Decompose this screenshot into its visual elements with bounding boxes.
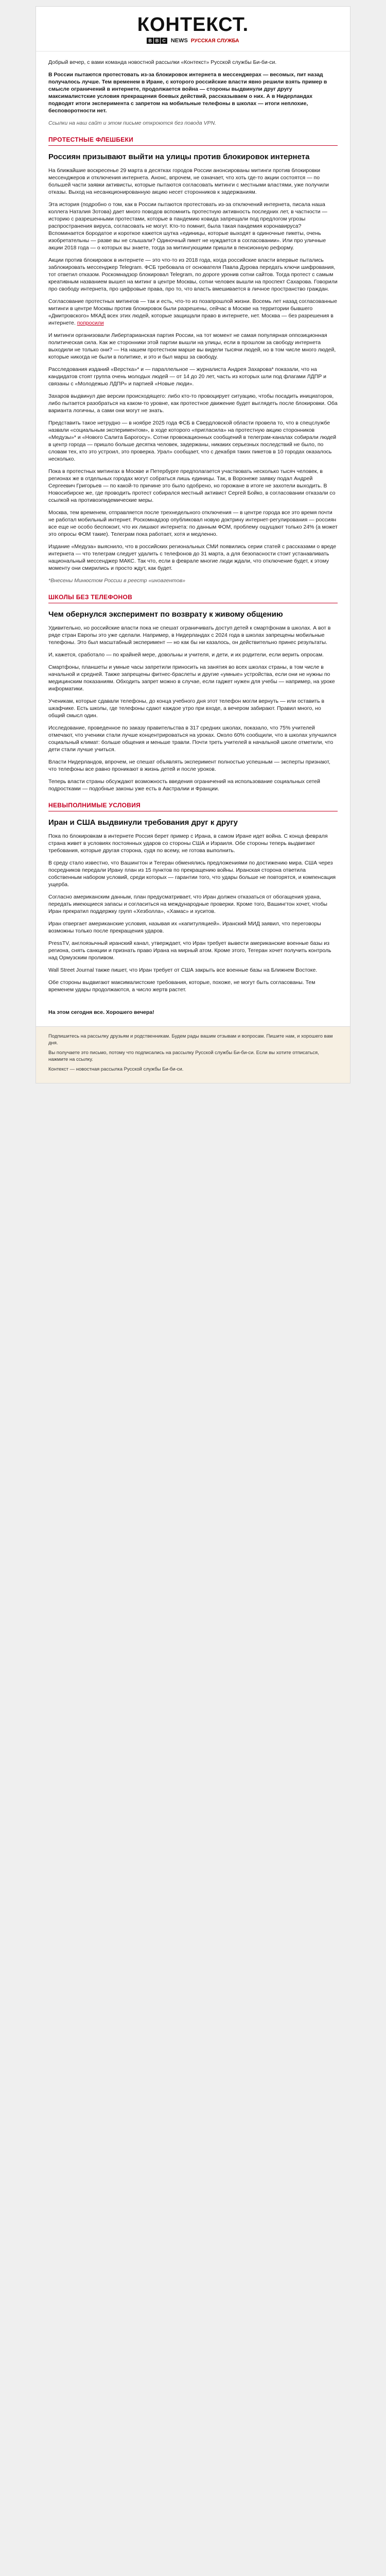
footer-text: Подпишитесь на рассылку друзьям и родственникам. Будем рады вашим отзывам и вопросам. Пишите нам, и хорошего вам дня. [48,1033,333,1046]
article-paragraph: Пока в протестных митингах в Москве и Петербурге предполагается участвовать несколько тысяч человек, в регионах же в отдельных городах могут собраться лишь единицы. Так, в Воронеже заявку подал Андрей Сергеевич Григорьев — по какой-то причине это было одобрено, но горожане в итоге не захотели выходить. В Новосибирске же, где проводить протест собирался местный активист Сергей Бойко, в согласовании отказали со ссылкой на противоэпидемические меры. [48,468,336,503]
greeting: Добрый вечер, с вами команда новостной рассылки «Контекст» Русской службы Би-би-си. [48,59,277,65]
article-paragraph: Эта история (подробно о том, как в России пытаются протестовать из-за отключений интернета, писала наша коллега Наталия Зотова) дает много поводов вспомнить протестную активность последних лет, в частности — историю с разрешенными протестами, которые в пандемию ковида запрещали под предлогом угрозы распространения вируса, согласовать не могут. Кто-то помнит, была такая пандемия коронавируса? Вспоминается бородатое и короткое кажется шутка «единицы, которые выходят в одиночные пикеты, очень изобретательны — разве вы не слышали? Одиночный пикет не нуждается в согласовании». Или про уличные акции 2018 года — о которых вы знаете, тогда за митингующими пришли в пенсионную реформу. [48,201,327,251]
article-paragraph: Согласно американским данным, план предусматривает, что Иран должен отказаться от обогащения урана, передать имеющиеся запасы и согласиться на международные проверки. Кроме того, Вашингтон хочет, чтобы Иран прекратил поддержку групп «Хезболла», «Хамас» и хуситов. [48,894,327,914]
article-paragraph: Обе стороны выдвигают максималистские требования, которые, похоже, не могут быть согласованы. Тем временем удары продолжаются, а число жертв растет. [48,979,315,993]
article-paragraph: И, кажется, сработало — по крайней мере, довольны и учителя, и дети, и их родители, если верить опросам. [48,652,324,658]
article-paragraph: PressTV, англоязычный иранский канал, утверждает, что Иран требует вывести американские военные базы из региона, снять санкции и признать право Ирана на мирный атом. Кроме этого, Тегеран хочет получить контроль над Ормузским проливом. [48,940,331,961]
article-paragraph: Пока по блокировкам в интернете Россия берет пример с Ирана, в самом Иране идет война. С конца февраля страна живет в условиях постоянных ударов со стороны США и Израиля. Обе стороны теперь выдвигают требования, которые другая сторона, судя по всему, не готова выполнить. [48,833,328,854]
bbc-service-label: РУССКАЯ СЛУЖБА [190,38,239,44]
kontekst-logo: КОНТЕКСТ. [137,14,249,36]
article-paragraph: Смартфоны, планшеты и умные часы запретили приносить на занятия во всех школах страны, в том числе в начальной и средней. Также запрещены фитнес-браслеты и другие «умные» устройства, если они не нужны по медицинским показаниям. Обходить запрет можно в случае, если гаджет нужен для учебы — например, на уроке информатики. [48,664,335,692]
headline-protests[interactable]: Россиян призывают выйти на улицы против блокировок интернета [48,152,310,161]
article-paragraph: Согласование протестных митингов — так и есть, что-то из позапрошлой жизни. Восемь лет назад согласованные митинги в центре Москвы против блокировок были разрешены, сейчас в Москве на территории бывшего «Дмитровского» МКАД всех этих людей, которые защищали право в интернете, нет. Москва — без разрешения в интернете. попросили [48,298,337,326]
bbc-logo: B B C [147,38,168,44]
article-paragraph: Представить такое нетрудно — в ноябре 2025 года ФСБ в Свердловской области провела то, что в спецслужбе назвали «социальным экспериментом», в ходе которого «пригласила» на протестную акцию сторонников «Медузы»* и «Нового Салита Барогосу». Сотни провокационных сообщений в телеграм-каналах собирали людей в центр города — пришло больше десятка человек, задержаны, никаких серьезных последствий не было, по словам тех, кто это устроил, это проверка. Урал» сообщает, что с декабря таких пикетов в 10 городах оказалось несколько. [48,420,337,462]
article-paragraph: И митинги организовали Либертарианская партия России, на тот момент не самая популярная оппозиционная политическая сила. Как же сторонники этой партии вышли на улицы, если в прошлом за свободу интернета выходили не только они? — На нашем протестном марше вы видели тысячи людей, но в том числе много людей, которые никогда не были в политике, и это и был марш за свободу. [48,332,336,360]
footer-text: Контекст — новостная рассылка Русской службы Би-би-си. [48,1066,184,1072]
vpn-note: Ссылки на наш сайт и этом письме откроются без повода VPN. [48,120,217,126]
newsletter-card [36,6,350,1027]
article-paragraph: Ученикам, которые сдавали телефоны, до конца учебного дня этот телефон могли вернуть — или оставить в шкафчике. Есть школы, где телефоны сдают каждое утро при входе, а вечером забирают. Правил много, но общий смысл один. [48,698,325,719]
article-paragraph: В среду стало известно, что Вашингтон и Тегеран обменялись предложениями по достижению мира. США через посредников передали Ирану план из 15 пунктов по прекращению войны. Иранская сторона ответила собственным набором условий, среди которых — гарантии того, что удары больше не повторятся, и компенсация ущерба. [48,860,336,888]
newsletter-footer [36,1027,350,1083]
intro-summary: В России пытаются протестовать из-за блокировок интернета в мессенджерах — весомых, пит назад получалось лучше. Тем временем в Иране, с которого российские власти явно решили взять пример в смысле ограничений в интернете, продолжается война — стороны выдвинули друг другу максималистские условия прекращения боевых действий, рассказываем о них. А в Нидерландах подводят итоги эксперимента с запретом на мобильные телефоны в школах — итоги неплохие, бесповоротности нет. [48,72,327,114]
footer-text: Вы получаете это письмо, потому что подписались на рассылку Русской службы Би-би-си. Если вы хотите отписаться, нажмите на ссылку. [48,1050,319,1062]
bbc-news-label: NEWS [170,38,188,44]
newsletter-body [36,52,350,1026]
article-paragraph: Расследования изданий «Верстка»* и — параллельное — журналиста Андрея Захарова* показали, что на кандидатов стоят группа очень молодых людей — от 14 до 20 лет, часть из которых шли под флагами ЛДПР и связаны с «Молодежью ЛДПР» и партией «Новые люди». [48,366,326,387]
article-paragraph: Wall Street Journal также пишет, что Иран требует от США закрыть все военные базы на Ближнем Востоке. [48,967,318,973]
headline-schools[interactable]: Чем обернулся эксперимент по возврату к живому общению [48,610,283,619]
article-paragraph: Москва, тем временем, отправляется после трехнедельного отключения — в центре города все это время почти не работал мобильный интернет. Роскомнадзор опубликовал новую доктрину интернет-регулирования — россиян все еще не особо беспокоит, что их лишают интернета: по данным ФОМ, проблему ощущают только 24% (а может это опросы ФОМ такие). Телеграм пока работает, хотя и медленно. [48,510,338,537]
section-header-iran: НЕВЫПОЛНИМЫЕ УСЛОВИЯ [48,802,338,811]
article-paragraph: Исследование, проведенное по заказу правительства в 317 средних школах, показало, что 75% учителей отмечают, что ученики стали лучше концентрироваться на уроках. Около 60% сообщили, что в школах улучшился социальный климат: больше общения и меньше травли. Почти треть учителей в начальной школе отметили, что дети стали лучше учиться. [48,725,337,753]
bbc-branding [147,38,239,44]
newsletter-header [36,7,350,52]
headline-iran[interactable]: Иран и США выдвинули требования друг к другу [48,818,238,827]
article-paragraph: Захаров выдвинул две версии происходящего: либо кто-то провоцирует ситуацию, чтобы посадить инициаторов, либо пытается разобраться на каком-то уровне, как протестное движение будет выглядеть после блокировки. Оба варианта логичны, а сами они могут не знать. [48,393,338,414]
article-paragraph: На ближайшие воскресенье 29 марта в десятках городов России анонсированы митинги против блокировки мессенджеров и отключения интернета. Анонс, впрочем, не означает, что хоть где-то акции состоятся — по большей части заявки активисты, которые пытаются согласовать митинги с местными властями, уже получили отказы. Выход на несанкционированную акцию несет сторонников к задержаниям. [48,167,329,195]
footnote-foreign-agents: *Внесены Минюстом России в реестр «иноагентов» [48,578,186,584]
sign-off: На этом сегодня все. Хорошего вечера! [48,1009,154,1015]
article-paragraph: Власти Нидерландов, впрочем, не спешат объявлять эксперимент полностью успешным — эксперты признают, что телефоны все равно проникают в жизнь детей и после уроков. [48,759,330,772]
article-link[interactable]: попросили [77,320,104,326]
article-paragraph: Издание «Медуза» выяснило, что в российских региональных СМИ появились серии статей с рассказами о вреде интернета — что телеграм следует удалить с телефонов до 31 марта, а для безопасности стоит устанавливать национальный мессенджер МАКС. Так что, если в феврале многие люди ждали, что отключение будет, к этому моменту они смирились и просто ждут, как будет. [48,544,337,571]
section-header-protests: ПРОТЕСТНЫЕ ФЛЕШБЕКИ [48,136,338,146]
article-paragraph: Удивительно, но российские власти пока не спешат ограничивать доступ детей к смартфонам в школах. А вот в ряде стран Европы это уже сделали. Например, в Нидерландах с 2024 года в школах запрещены мобильные телефоны. Это был масштабный эксперимент — но как бы ни казалось, он действительно принес результаты. [48,625,331,646]
article-paragraph: Иран отвергает американские условия, называя их «капитуляцией». Иранский МИД заявил, что переговоры возможны только после прекращения ударов. [48,921,321,934]
section-header-schools: ШКОЛЫ БЕЗ ТЕЛЕФОНОВ [48,594,338,603]
article-paragraph: Акции против блокировок в интернете — это что-то из 2018 года, когда российские власти впервые пытались заблокировать мессенджер Telegram. ФСБ требовала от основателя Павла Дурова передать ключи шифрования, тот ответил отказом. Роскомнадзор блокировал Telegram, по дороге уронив сотни сайтов. Тогда протест с самым креативным названием вышел на митинг в центре Москвы, сотни человек вышли на проспект Сахарова. Говорили про свободу интернета, про цифровые права, про то, что власть вмешивается в личное пространство граждан. [48,257,338,292]
article-paragraph: Теперь власти страны обсуждают возможность введения ограничений на использование социальных сетей подростками — подобные законы уже есть в Австралии и Франции. [48,778,320,792]
